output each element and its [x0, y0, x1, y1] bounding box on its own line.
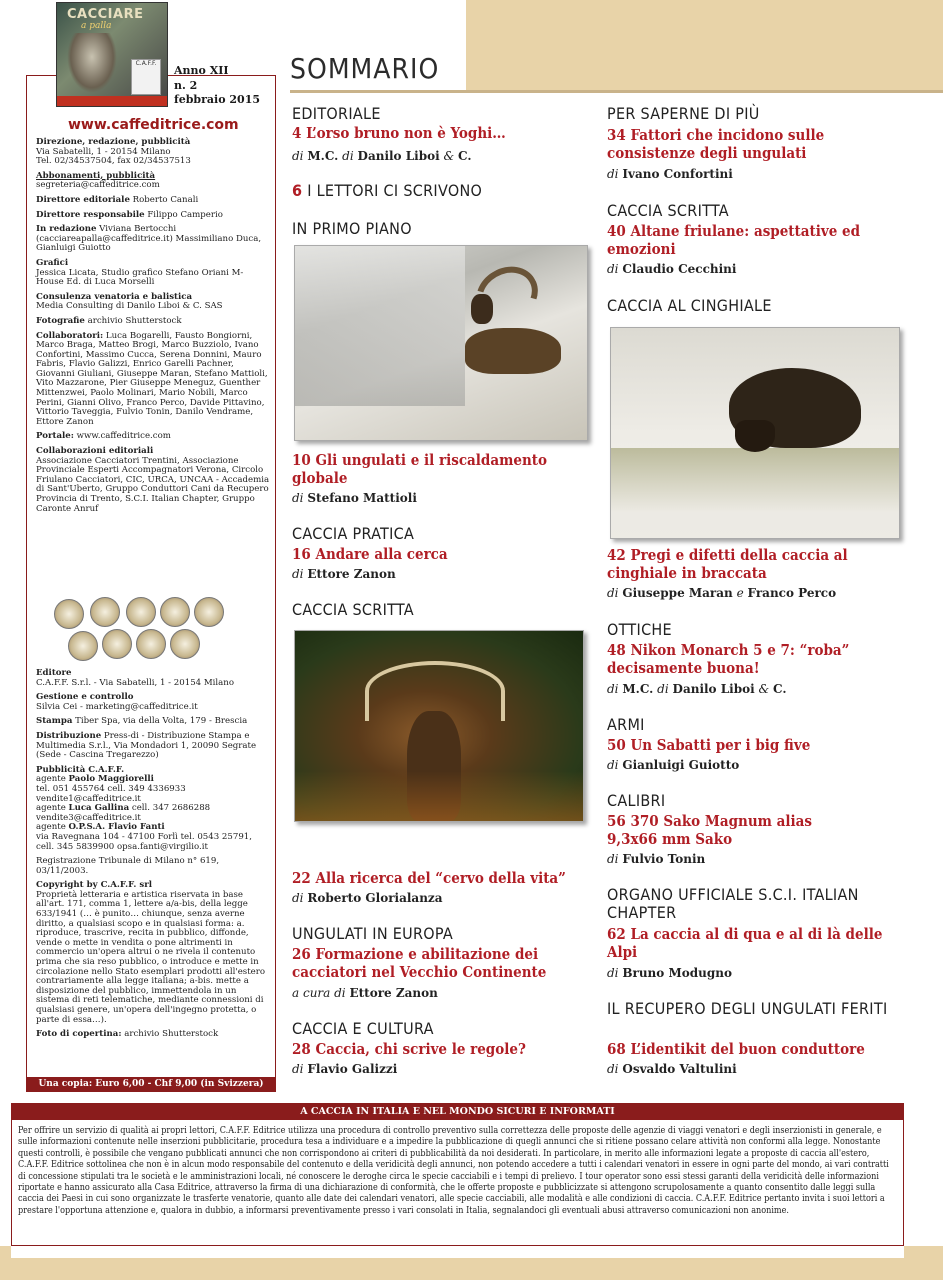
disclaimer-text: Per offrire un servizio di qualità ai propri lettori, C.A.F.F. Editrice utilizza una procedura di controllo preventivo sulla correttezza delle proposte delle agenzie di viaggi venatori e degli inserzionisti in generale, e sulle informazioni contenute nelle inserzioni pubblicitarie, procedura tesa a individuare e a impedire la pubblicazione di quegli annunci che si ritiene possano celare attività non conformi alla legge. Nonostante questi controlli, è possibile che vengano pubblicati annunci che non corrispondono ai criteri di pubblicabilità da noi desiderati. In particolare, in merito alle informazioni legate a proposte di caccia all'estero, C.A.F.F. Editrice sottolinea che non è in alcun modo responsabile del contenuto e della veridicità degli annunci, non potendo accedere a tutti i calendari venatori in essere in ogni parte del mondo, ai vari contratti di concessione stipulati tra le società e le amministrazioni locali, né conoscere le deroghe circa le specie cacciabili e i tempi di prelievo. I tour operator sono essi stessi garanti della veridicità delle informazioni riportate e hanno assicurato alla Casa Editrice, attraverso la firma di una dichiarazione di conformità, che le offerte proposte e pubblicizzate si attengono scrupolosamente a quanto consentito dalle leggi sulla caccia dei Paesi in cui sono organizzate le trasferte venatorie, quanto alle date dei calendari venatori, alle specie cacciabili, alle modalità e alle condizioni di caccia. C.A.F.F. Editrice pertanto invita i suoi lettori a prestare l'opportuna attenzione e, qualora in dubbio, a informarsi preventivamente presso i vari consolati in Italia, segnalandoci gli eventuali abusi attraverso comunicazioni non anonime. [18, 1126, 889, 1216]
author-line [607, 852, 705, 866]
article-26[interactable]: 26 Formazione e abilitazione dei cacciatori nel Vecchio Continente [292, 945, 547, 981]
author-name: Ettore Zanon [307, 567, 396, 581]
author-name: Claudio Cecchini [622, 262, 737, 276]
author-name: Osvaldo Valtulini [622, 1062, 737, 1076]
issue-year: Anno XII [174, 64, 229, 77]
article-42[interactable]: 42 Pregi e difetti della caccia al cinghiale in braccata [607, 546, 848, 582]
gestione-label: Gestione e controllo [36, 692, 134, 703]
ampersand: & [443, 149, 455, 163]
dir-editoriale: Roberto Canali [132, 194, 199, 205]
author-line [292, 891, 443, 905]
ampersand: & [758, 682, 770, 696]
author-name: Ivano Confortini [622, 167, 733, 181]
grafici-label: Grafici [36, 257, 69, 268]
author-pre: di [292, 149, 304, 163]
agente-pre: agente [36, 822, 66, 833]
consulenza: Media Consulting di Danilo Liboi & C. SAS [36, 301, 223, 312]
section-caccia-pratica: CACCIA PRATICA [292, 524, 415, 543]
association-logo [68, 631, 98, 661]
agente-1-info: tel. 051 455764 cell. 349 4336933 vendite1@caffeditrice.it [36, 783, 186, 804]
gestione: Silvia Cei - marketing@caffeditrice.it [36, 701, 198, 712]
article-50[interactable]: 50 Un Sabatti per i big five [607, 736, 811, 754]
article-10[interactable]: 10 Gli ungulati e il riscaldamento globale [292, 451, 547, 487]
author-pre: di [292, 891, 304, 905]
cover-title: CACCIARE [67, 7, 144, 22]
association-logo [170, 629, 200, 659]
association-logo [194, 597, 224, 627]
editore-label: Editore [36, 668, 72, 678]
association-logo [136, 629, 166, 659]
editore: C.A.F.F. S.r.l. - Via Sabatelli, 1 - 20154 Milano [36, 677, 235, 688]
title-rule [290, 90, 943, 93]
author-line [607, 966, 732, 980]
association-logo [90, 597, 120, 627]
section-cinghiale: CACCIA AL CINGHIALE [607, 296, 772, 315]
author-line [607, 1062, 737, 1076]
section-recupero: IL RECUPERO DEGLI UNGULATI FERITI [607, 999, 888, 1018]
credits-block-2 [36, 669, 270, 1045]
portale[interactable]: www.caffeditrice.com [76, 431, 171, 442]
author-pre: e [736, 586, 744, 600]
portale-label: Portale: [36, 431, 74, 442]
author-name: Franco Perco [747, 586, 837, 600]
magazine-cover-image [56, 2, 168, 107]
author-pre: di [342, 149, 354, 163]
author-name: Fulvio Tonin [622, 852, 706, 866]
cover-animal [67, 33, 117, 93]
author-name: M.C. [307, 149, 339, 163]
ibex-photo [294, 245, 588, 441]
cover-subtitle: a palla [81, 21, 112, 31]
foto: archivio Shutterstock [124, 1029, 219, 1040]
article-48[interactable]: 48 Nikon Monarch 5 e 7: “roba” decisamente buona! [607, 641, 850, 677]
footer-band [0, 1246, 943, 1280]
author-pre: di [607, 167, 619, 181]
price-bar: Una copia: Euro 6,00 - Chf 9,00 (in Svizzera) [26, 1077, 276, 1092]
section-primo-piano: IN PRIMO PIANO [292, 219, 412, 238]
author-name: Ettore Zanon [349, 986, 438, 1000]
author-pre: di [657, 682, 669, 696]
page-number: 6 [292, 181, 303, 200]
article-40[interactable]: 40 Altane friulane: aspettative ed emozioni [607, 222, 861, 258]
section-organo: ORGANO UFFICIALE S.C.I. ITALIAN CHAPTER [607, 885, 859, 922]
article-22[interactable]: 22 Alla ricerca del “cervo della vita” [292, 869, 566, 887]
abbonamenti-label: Abbonamenti, pubblicità [36, 170, 156, 181]
copyright-label: Copyright by C.A.F.F. srl [36, 880, 152, 891]
author-name: Roberto Glorialanza [307, 891, 443, 905]
author-pre: di [292, 491, 304, 505]
agente-pre: agente [36, 803, 66, 814]
author-name: Danilo Liboi [357, 149, 440, 163]
author-name: M.C. [622, 682, 654, 696]
author-name: Stefano Mattioli [307, 491, 417, 505]
website-link[interactable]: www.caffeditrice.com [68, 117, 239, 133]
direzione-label: Direzione, redazione, pubblicità [36, 137, 191, 147]
association-logo [160, 597, 190, 627]
agente-pre: agente [36, 774, 66, 785]
abbonamenti-email[interactable]: segreteria@caffeditrice.com [36, 180, 160, 191]
author-pre: di [607, 1062, 619, 1076]
author-line [292, 986, 438, 1000]
author-line [607, 262, 736, 276]
association-logo [126, 597, 156, 627]
section-ungulati: UNGULATI IN EUROPA [292, 924, 454, 943]
pubblicita-label: Pubblicità C.A.F.F. [36, 764, 125, 775]
section-caccia-scritta-2: CACCIA SCRITTA [607, 201, 729, 220]
agente-1: Paolo Maggiorelli [68, 774, 154, 785]
author-name: Bruno Modugno [622, 966, 732, 980]
article-16[interactable]: 16 Andare alla cerca [292, 545, 448, 563]
agente-2-info: cell. 347 2686288 vendite3@caffeditrice.it [36, 803, 211, 823]
redazione: Viviana Bertocchi (cacciareapalla@caffeditrice.it) Massimiliano Duca, Gianluigi Guiotto [36, 224, 262, 254]
section-armi: ARMI [607, 715, 645, 734]
agente-2: Luca Gallina [68, 803, 130, 814]
agente-3: O.P.S.A. Flavio Fanti [68, 822, 165, 833]
collaboratori-label: Collaboratori: [36, 330, 104, 341]
article-68[interactable]: 68 L’identikit del buon conduttore [607, 1040, 865, 1058]
page-title: SOMMARIO [290, 52, 440, 85]
association-logo [102, 629, 132, 659]
wild-boar-photo [610, 327, 900, 539]
registrazione: Registrazione Tribunale di Milano n° 619, 03/11/2003. [36, 856, 220, 876]
dir-editoriale-label: Direttore editoriale [36, 194, 130, 205]
agente-3-info: via Ravegnana 104 - 47100 Forlì tel. 0543 25791, cell. 345 5839900 opsa.fanti@virgilio.it [36, 831, 253, 852]
cover-strip [57, 96, 167, 106]
section-cultura: CACCIA E CULTURA [292, 1019, 434, 1038]
collab-ed-label: Collaborazioni editoriali [36, 446, 154, 457]
section-calibri: CALIBRI [607, 791, 666, 810]
section-label: I LETTORI CI SCRIVONO [307, 181, 483, 200]
author-pre: di [607, 682, 619, 696]
redazione-label: In redazione [36, 224, 97, 235]
red-deer-photo [294, 630, 584, 822]
disclaimer-title: A CACCIA IN ITALIA E NEL MONDO SICURI E INFORMATI [12, 1104, 903, 1120]
article-34[interactable]: 34 Fattori che incidono sulle consistenze degli ungulati [607, 126, 825, 162]
author-line [607, 586, 836, 600]
author-line [607, 167, 733, 181]
author-line [607, 758, 739, 772]
issue-date: febbraio 2015 [174, 93, 260, 106]
disclaimer-box [11, 1103, 904, 1246]
distribuzione: Press-di - Distribuzione Stampa e Multimedia S.r.l., Via Mondadori 1, 20090 Segrate (Sede - Cascina Tregarezzo) [36, 730, 257, 761]
dir-responsabile-label: Direttore responsabile [36, 209, 145, 220]
author-pre: di [292, 567, 304, 581]
author-line [607, 682, 787, 696]
author-name: Flavio Galizzi [307, 1062, 398, 1076]
cover-caff-box: C.A.F.F. [131, 59, 161, 95]
credits-block [36, 138, 270, 519]
issue-info [174, 64, 260, 108]
grafici: Jessica Licata, Studio grafico Stefano Oriani M-House Ed. di Luca Morselli [36, 267, 244, 288]
article-28[interactable]: 28 Caccia, chi scrive le regole? [292, 1040, 526, 1058]
author-pre: di [607, 586, 619, 600]
copyright: Proprietà letteraria e artistica riservata in base all'art. 171, comma 1, lettere a/a-bis, della legge 633/1941 (… è punito… chiunque, senza averne diritto, a qualsiasi scopo e in qualsiasi forma: a. riproduce, trascrive, recita in pubblico, diffonde, vende o mette in vendita o pone altrimenti in commercio un'opera altrui o ne rivela il contenuto prima che sia reso pubblico, o introduce e mette in circolazione nello Stato esemplari prodotti all'estero contrariamente alla legge italiana; a-bis. mette a disposizione del pubblico, immettendola in un sistema di reti telematiche, mediante connessioni di qualsiasi genere, un'opera dell'ingegno protetta, o parte di essa…). [36, 889, 266, 1025]
author-name: C. [773, 682, 787, 696]
author-line [292, 149, 472, 163]
consulenza-label: Consulenza venatoria e balistica [36, 291, 193, 302]
author-pre: di [607, 852, 619, 866]
collab-ed: Associazione Cacciatori Trentini, Associazione Provinciale Esperti Accompagnatori Verona, Circolo Friulano Cacciatori, CIC, URCA, UNCAA - Accademia di Sant'Uberto, Gruppo Conduttori Cani da Recupero Provincia di Trento, S.C.I. Italian Chapter, Gruppo Caronte Anruf [36, 455, 270, 514]
author-line [292, 491, 417, 505]
fotografie-label: Fotografie [36, 315, 85, 326]
association-logo [54, 599, 84, 629]
author-line [292, 1062, 397, 1076]
article-56[interactable]: 56 370 Sako Magnum alias 9,3x66 mm Sako [607, 812, 812, 848]
fotografie: archivio Shutterstock [87, 315, 182, 326]
article-62[interactable]: 62 La caccia al di qua e al di là delle Alpi [607, 925, 883, 961]
author-line [292, 567, 396, 581]
author-name: Giuseppe Maran [622, 586, 733, 600]
foto-label: Foto di copertina: [36, 1029, 122, 1040]
direzione-text: Via Sabatelli, 1 - 20154 Milano Tel. 02/34537504, fax 02/34537513 [36, 146, 191, 167]
collaboratori: Luca Bogarelli, Fausto Bongiorni, Marco Braga, Matteo Brogi, Marco Buzziolo, Ivano Confortini, Massimo Cucca, Serena Donnini, Mauro Fabris, Flavio Galizzi, Enrico Garelli Pachner, Giovanni Giuliani, Giuseppe Maran, Stefano Mattioli, Vito Mazzarone, Pier Giuseppe Meneguz, Guenther Mittenzwei, Paolo Molinari, Mario Nobili, Marco Perini, Gianni Olivo, Franco Perco, Davide Pittavino, Vittorio Taveggia, Fulvio Tonin, Danilo Vendrame, Ettore Zanon [36, 330, 268, 427]
issue-number: n. 2 [174, 78, 198, 92]
author-pre: di [607, 966, 619, 980]
dir-responsabile: Filippo Camperio [147, 209, 223, 220]
stampa-label: Stampa [36, 716, 73, 727]
author-pre: a cura di [292, 986, 346, 1000]
section-ottiche: OTTICHE [607, 620, 672, 639]
section-saperne: PER SAPERNE DI PIÙ [607, 104, 760, 123]
article-4[interactable]: 4 L’orso bruno non è Yoghi… [292, 124, 506, 142]
author-pre: di [607, 758, 619, 772]
section-caccia-scritta: CACCIA SCRITTA [292, 600, 414, 619]
stampa: Tiber Spa, via della Volta, 179 - Brescia [75, 716, 248, 727]
author-pre: di [607, 262, 619, 276]
author-name: Gianluigi Guiotto [622, 758, 740, 772]
section-editoriale: EDITORIALE [292, 104, 381, 123]
distribuzione-label: Distribuzione [36, 730, 102, 741]
author-pre: di [292, 1062, 304, 1076]
author-name: Danilo Liboi [672, 682, 755, 696]
section-lettori[interactable] [292, 181, 482, 200]
author-name: C. [458, 149, 472, 163]
